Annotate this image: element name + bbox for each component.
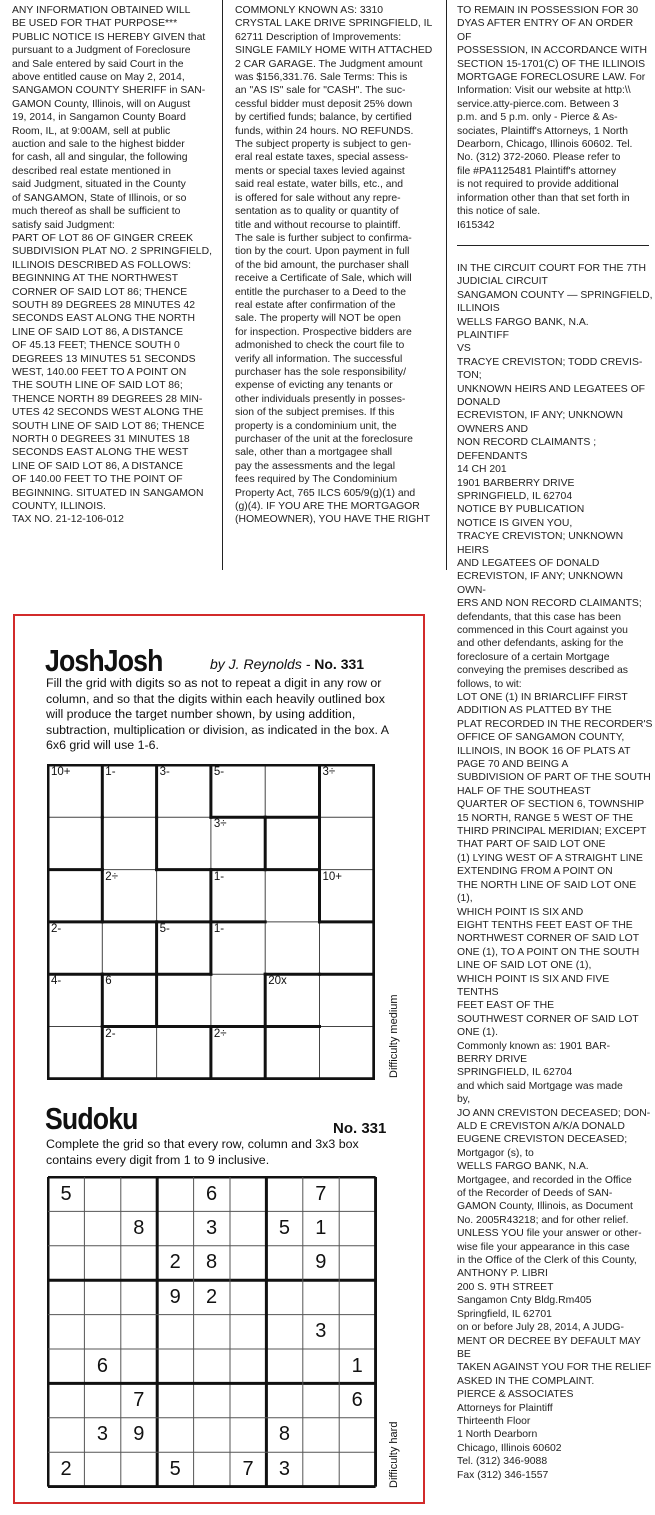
sudoku-given-digit[interactable]: 8 [206, 1251, 218, 1274]
sudoku-empty-cell[interactable] [157, 1383, 193, 1417]
sudoku-empty-cell[interactable] [339, 1246, 375, 1280]
sudoku-empty-cell[interactable] [230, 1280, 266, 1314]
sudoku-empty-cell[interactable] [157, 1418, 193, 1452]
sudoku-empty-cell[interactable] [339, 1280, 375, 1314]
sudoku-given-digit[interactable]: 7 [242, 1457, 254, 1480]
cage-target-label: 10+ [51, 766, 71, 778]
joshjosh-cell[interactable] [102, 817, 156, 869]
sudoku-empty-cell[interactable] [157, 1315, 193, 1349]
sudoku-empty-cell[interactable] [84, 1177, 120, 1211]
sudoku-given-digit[interactable]: 3 [315, 1320, 327, 1343]
sudoku-given-digit[interactable]: 2 [206, 1285, 218, 1308]
joshjosh-cell[interactable] [211, 817, 265, 869]
cage-target-label: 10+ [322, 870, 343, 883]
joshjosh-cell[interactable] [265, 870, 319, 922]
sudoku-given-digit[interactable]: 9 [169, 1285, 181, 1308]
sudoku-given-digit[interactable]: 5 [60, 1182, 72, 1205]
sudoku-empty-cell[interactable] [121, 1280, 157, 1314]
sudoku-empty-cell[interactable] [84, 1452, 120, 1486]
sudoku-empty-cell[interactable] [303, 1349, 339, 1383]
sudoku-empty-cell[interactable] [194, 1349, 230, 1383]
joshjosh-cell[interactable] [157, 922, 211, 974]
sudoku-empty-cell[interactable] [84, 1211, 120, 1245]
cage-target-label: 1- [105, 766, 116, 778]
joshjosh-cell[interactable] [102, 870, 156, 922]
joshjosh-cell[interactable] [48, 974, 102, 1026]
joshjosh-cell[interactable] [157, 870, 211, 922]
joshjosh-cell[interactable] [102, 765, 156, 817]
sudoku-empty-cell[interactable] [157, 1211, 193, 1245]
sudoku-given-digit[interactable]: 3 [278, 1457, 290, 1480]
cage-target-label: 2- [105, 1027, 116, 1040]
sudoku-empty-cell[interactable] [48, 1315, 84, 1349]
joshjosh-title: JoshJosh [45, 643, 163, 678]
cage-target-label: 5- [213, 766, 225, 778]
sudoku-given-digit[interactable]: 2 [60, 1457, 72, 1480]
joshjosh-cell[interactable] [48, 870, 102, 922]
sudoku-given-digit[interactable]: 6 [206, 1182, 218, 1205]
sudoku-empty-cell[interactable] [157, 1349, 193, 1383]
joshjosh-cell[interactable] [265, 765, 319, 817]
sudoku-given-digit[interactable]: 8 [278, 1423, 290, 1446]
sudoku-empty-cell[interactable] [303, 1452, 339, 1486]
sudoku-empty-cell[interactable] [48, 1383, 84, 1417]
joshjosh-cell[interactable] [48, 922, 102, 974]
sudoku-given-digit[interactable]: 1 [315, 1216, 327, 1239]
sudoku-grid [47, 1176, 377, 1488]
sudoku-title: Sudoku [45, 1101, 138, 1136]
cage-target-label: 20x [268, 975, 287, 988]
sudoku-empty-cell[interactable] [266, 1349, 302, 1383]
cage-target-label: 6 [105, 975, 112, 988]
joshjosh-cell[interactable] [157, 974, 211, 1026]
sudoku-empty-cell[interactable] [230, 1349, 266, 1383]
sudoku-empty-cell[interactable] [339, 1418, 375, 1452]
joshjosh-cell[interactable] [211, 922, 265, 974]
joshjosh-cell[interactable] [320, 974, 374, 1026]
sudoku-empty-cell[interactable] [121, 1349, 157, 1383]
sudoku-empty-cell[interactable] [48, 1280, 84, 1314]
joshjosh-cell[interactable] [48, 1027, 102, 1079]
joshjosh-cell[interactable] [265, 922, 319, 974]
sudoku-given-digit[interactable]: 9 [315, 1251, 327, 1274]
joshjosh-cell[interactable] [48, 765, 102, 817]
joshjosh-cell[interactable] [320, 922, 374, 974]
sudoku-difficulty: Difficulty hard [388, 1421, 400, 1488]
sudoku-empty-cell[interactable] [194, 1452, 230, 1486]
sudoku-empty-cell[interactable] [121, 1246, 157, 1280]
sudoku-empty-cell[interactable] [339, 1315, 375, 1349]
joshjosh-instructions: Fill the grid with digits so as not to repeat a digit in any row or column, and so that the digits within each heavily outlined box will produce the target number shown, by using addition, subtraction, multiplication or division, as indicated in the box. A 6x6 grid will use 1-6. [46, 676, 389, 753]
sudoku-empty-cell[interactable] [121, 1452, 157, 1486]
sudoku-empty-cell[interactable] [303, 1280, 339, 1314]
legal-notice-column-3-bottom: IN THE CIRCUIT COURT FOR THE 7TH JUDICIAL CIRCUIT SANGAMON COUNTY — SPRINGFIELD, ILLINOIS WELLS FARGO BANK, N.A. PLAINTIFF VS TRACYE CREVISTON; TODD CREVIS- TON; UNKNOWN HEIRS AND LEGATEES OF DONALD ECREVISTON, IF ANY; UNKNOWN OWNERS AND NON RECORD CLAIMANTS ; DEFENDANTS 14 CH 201 1901 BARBERRY DRIVE SPRINGFIELD, IL 62704 NOTICE BY PUBLICATION NOTICE IS GIVEN YOU, TRACYE CREVISTON; UNKNOWN HEIRS AND LEGATEES OF DONALD ECREVISTON, IF ANY; UNKNOWN OWN- ERS AND NON RECORD CLAIMANTS; defendants, that this case has been commenced in this Court against you and other defendants, asking for the foreclosure of a certain Mortgage conveying the premises described as follows, to wit: LOT ONE (1) IN BRIARCLIFF FIRST ADDITION AS PLATTED BY THE PLAT RECORDED IN THE RECORDER'S OFFICE OF SANGAMON COUNTY, ILLINOIS, IN BOOK 16 OF PLATS AT PAGE 70 AND BEING A SUBDIVISION OF PART OF THE SOUTH HALF OF THE SOUTHEAST QUARTER OF SECTION 6, TOWNSHIP 15 NORTH, RANGE 5 WEST OF THE THIRD PRINCIPAL MERIDIAN; EXCEPT THAT PART OF SAID LOT ONE (1) LYING WEST OF A STRAIGHT LINE EXTENDING FROM A POINT ON THE NORTH LINE OF SAID LOT ONE (1), WHICH POINT IS SIX AND EIGHT TENTHS FEET EAST OF THE NORTHWEST CORNER OF SAID LOT ONE (1), TO A POINT ON THE SOUTH LINE OF SAID LOT ONE (1), WHICH POINT IS SIX AND FIVE TENTHS FEET EAST OF THE SOUTHWEST CORNER OF SAID LOT ONE (1). Commonly known as: 1901 BAR- BERRY DRIVE SPRINGFIELD, IL 62704 and which said Mortgage was made by, JO ANN CREVISTON DECEASED; DON- ALD E CREVISTON A/K/A DONALD EUGENE CREVISTON DECEASED; Mortgagor (s), to WELLS FARGO BANK, N.A. Mortgagee, and recorded in the Office of the Recorder of Deeds of SAN- GAMON County, Illinois, as Document No. 2005R43218; and for other relief. UNLESS YOU file your answer or other- wise file your appearance in this case in the Office of the Clerk of this County, ANTHONY P. LIBRI 200 S. 9TH STREET Sangamon Cnty Bldg.Rm405 Springfield, IL 62701 on or before July 28, 2014, A JUDG- MENT OR DECREE BY DEFAULT MAY BE TAKEN AGAINST YOU FOR THE RELIEF ASKED IN THE COMPLAINT. PIERCE & ASSOCIATES Attorneys for Plaintiff Thirteenth Floor 1 North Dearborn Chicago, Illinois 60602 Tel. (312) 346-9088 Fax (312) 346-1557 [457, 263, 653, 1481]
sudoku-empty-cell[interactable] [48, 1349, 84, 1383]
cage-target-label: 4- [51, 975, 62, 988]
notice-separator [457, 245, 649, 246]
cage-target-label: 3- [159, 766, 170, 778]
sudoku-empty-cell[interactable] [194, 1315, 230, 1349]
sudoku-number: No. 331 [333, 1120, 387, 1137]
puzzle-box [13, 614, 425, 1504]
legal-notice-column-3-top: TO REMAIN IN POSSESSION FOR 30 DYAS AFTER ENTRY OF AN ORDER OF POSSESSION, IN ACCORDANCE WITH SECTION 15-1701(C) OF THE ILLINOIS MORTGAGE FORECLOSURE LAW. For Information: Visit our website at http:\\ service.atty-pierce.com. Between 3 p.m. and 5 p.m. only - Pierce & As- sociates, Plaintiff's Attorneys, 1 North Dearborn, Chicago, Illinois 60602. Tel. No. (312) 372-2060. Please refer to file #PA1125481 Plaintiff's attorney is not required to provide additional information other than that set forth in this notice of sale. I615342 [457, 5, 647, 231]
joshjosh-cell[interactable] [211, 870, 265, 922]
column-divider [222, 0, 223, 570]
sudoku-empty-cell[interactable] [303, 1418, 339, 1452]
sudoku-empty-cell[interactable] [121, 1177, 157, 1211]
joshjosh-cell[interactable] [102, 974, 156, 1026]
joshjosh-byline [210, 656, 364, 672]
sudoku-empty-cell[interactable] [121, 1315, 157, 1349]
sudoku-given-digit[interactable]: 7 [315, 1182, 327, 1205]
sudoku-empty-cell[interactable] [157, 1177, 193, 1211]
joshjosh-cell[interactable] [102, 922, 156, 974]
joshjosh-cell[interactable] [265, 1027, 319, 1079]
sudoku-empty-cell[interactable] [266, 1383, 302, 1417]
sudoku-given-digit[interactable]: 1 [351, 1354, 363, 1377]
sudoku-empty-cell[interactable] [84, 1315, 120, 1349]
joshjosh-cell[interactable] [48, 817, 102, 869]
sudoku-given-digit[interactable]: 3 [96, 1423, 108, 1446]
joshjosh-cell[interactable] [320, 765, 374, 817]
joshjosh-difficulty: Difficulty medium [388, 994, 400, 1078]
sudoku-given-digit[interactable]: 6 [96, 1354, 108, 1377]
sudoku-empty-cell[interactable] [230, 1418, 266, 1452]
sudoku-given-digit[interactable]: 7 [133, 1388, 145, 1411]
joshjosh-cell[interactable] [320, 1027, 374, 1079]
sudoku-empty-cell[interactable] [230, 1211, 266, 1245]
sudoku-empty-cell[interactable] [84, 1383, 120, 1417]
sudoku-empty-cell[interactable] [230, 1246, 266, 1280]
sudoku-empty-cell[interactable] [230, 1177, 266, 1211]
sudoku-empty-cell[interactable] [230, 1383, 266, 1417]
cage-target-label: 1- [213, 922, 225, 935]
joshjosh-grid [47, 764, 373, 1078]
legal-notice-column-1: ANY INFORMATION OBTAINED WILL BE USED FOR THAT PURPOSE*** PUBLIC NOTICE IS HEREBY GIVEN that pursuant to a Judgment of Foreclosure and Sale entered by said Court in the above entitled cause on May 2, 2014, SANGAMON COUNTY SHERIFF in SAN- GAMON County, Illinois, will on August 19, 2014, in Sangamon County Board Room, IL, at 9:00AM, sell at public auction and sale to the highest bidder for cash, all and singular, the following described real estate mentioned in said Judgment, situated in the County of SANGAMON, State of Illinois, or so much thereof as shall be sufficient to satisfy said Judgment: PART OF LOT 86 OF GINGER CREEK SUBDIVISION PLAT NO. 2 SPRINGFIELD, ILLINOIS DESCRIBED AS FOLLOWS: BEGINNING AT THE NORTHWEST CORNER OF SAID LOT 86; THENCE SOUTH 89 DEGREES 28 MINUTES 42 SECONDS EAST ALONG THE NORTH LINE OF SAID LOT 86, A DISTANCE OF 45.13 FEET; THENCE SOUTH 0 DEGREES 13 MINUTES 51 SECONDS WEST, 140.00 FEET TO A POINT ON THE SOUTH LINE OF SAID LOT 86; THENCE NORTH 89 DEGREES 28 MIN- UTES 42 SECONDS WEST ALONG THE SOUTH LINE OF SAID LOT 86; THENCE NORTH 0 DEGREES 31 MINUTES 18 SECONDS EAST ALONG THE WEST LINE OF SAID LOT 86, A DISTANCE OF 140.00 FEET TO THE POINT OF BEGINNING. SITUATED IN SANGAMON COUNTY, ILLINOIS. TAX NO. 21-12-106-012 [12, 5, 212, 526]
sudoku-empty-cell[interactable] [266, 1280, 302, 1314]
sudoku-given-digit[interactable]: 9 [133, 1423, 145, 1446]
joshjosh-cell[interactable] [211, 765, 265, 817]
cage-target-label: 2÷ [105, 870, 119, 883]
joshjosh-cell[interactable] [211, 974, 265, 1026]
joshjosh-cell[interactable] [102, 1027, 156, 1079]
cage-target-label: 2÷ [213, 1027, 227, 1040]
sudoku-empty-cell[interactable] [339, 1452, 375, 1486]
sudoku-empty-cell[interactable] [84, 1280, 120, 1314]
cage-target-label: 3÷ [213, 818, 227, 831]
cage-target-label: 5- [159, 922, 170, 935]
joshjosh-number: No. 331 [314, 656, 365, 672]
joshjosh-cell[interactable] [265, 974, 319, 1026]
cage-target-label: 3÷ [322, 766, 336, 778]
joshjosh-cell[interactable] [211, 1027, 265, 1079]
cage-target-label: 2- [51, 922, 62, 935]
sudoku-given-digit[interactable]: 8 [133, 1216, 145, 1239]
sudoku-instructions: Complete the grid so that every row, column and 3x3 box contains every digit from 1 to 9 inclusive. [46, 1137, 359, 1167]
sudoku-empty-cell[interactable] [194, 1383, 230, 1417]
cage-target-label: 1- [213, 870, 225, 883]
sudoku-given-digit[interactable]: 6 [351, 1388, 363, 1411]
sudoku-empty-cell[interactable] [48, 1418, 84, 1452]
joshjosh-cell[interactable] [320, 817, 374, 869]
sudoku-given-digit[interactable]: 5 [278, 1216, 290, 1239]
sudoku-empty-cell[interactable] [84, 1246, 120, 1280]
column-divider [446, 0, 447, 570]
joshjosh-cell[interactable] [265, 817, 319, 869]
sudoku-empty-cell[interactable] [230, 1315, 266, 1349]
sudoku-empty-cell[interactable] [303, 1383, 339, 1417]
sudoku-empty-cell[interactable] [48, 1211, 84, 1245]
sudoku-given-digit[interactable]: 5 [169, 1457, 181, 1480]
sudoku-empty-cell[interactable] [339, 1177, 375, 1211]
joshjosh-cell[interactable] [320, 870, 374, 922]
sudoku-empty-cell[interactable] [266, 1246, 302, 1280]
sudoku-empty-cell[interactable] [48, 1246, 84, 1280]
sudoku-empty-cell[interactable] [194, 1418, 230, 1452]
sudoku-given-digit[interactable]: 2 [169, 1251, 181, 1274]
joshjosh-cell[interactable] [157, 817, 211, 869]
joshjosh-author: by J. Reynolds - [210, 656, 315, 672]
joshjosh-cell[interactable] [157, 765, 211, 817]
sudoku-empty-cell[interactable] [339, 1211, 375, 1245]
joshjosh-cell[interactable] [157, 1027, 211, 1079]
sudoku-given-digit[interactable]: 3 [206, 1216, 218, 1239]
legal-notice-column-2: COMMONLY KNOWN AS: 3310 CRYSTAL LAKE DRIVE SPRINGFIELD, IL 62711 Description of Improvements: SINGLE FAMILY HOME WITH ATTACHED 2 CAR GARAGE. The Judgment amount was $156,331.76. Sale Terms: This is an "AS IS" sale for "CASH". The suc- cessful bidder must deposit 25% down by certified funds; balance, by certified funds, within 24 hours. NO REFUNDS. The subject property is subject to gen- eral real estate taxes, special assess- ments or special taxes levied against said real estate, water bills, etc., and is offered for sale without any repre- sentation as to quality or quantity of title and without recourse to plaintiff. The sale is further subject to confirma- tion by the court. Upon payment in full of the bid amount, the purchaser shall receive a Certificate of Sale, which will entitle the purchaser to a Deed to the real estate after confirmation of the sale. The property will NOT be open for inspection. Prospective bidders are admonished to check the court file to verify all information. The successful purchaser has the sole responsibility/ expense of evicting any tenants or other individuals presently in posses- sion of the subject premises. If this property is a condominium unit, the purchaser of the unit at the foreclosure sale, other than a mortgagee shall pay the assessments and the legal fees required by The Condominium Property Act, 765 ILCS 605/9(g)(1) and (g)(4). IF YOU ARE THE MORTGAGOR (HOMEOWNER), YOU HAVE THE RIGHT [235, 5, 433, 526]
sudoku-empty-cell[interactable] [266, 1177, 302, 1211]
sudoku-empty-cell[interactable] [266, 1315, 302, 1349]
